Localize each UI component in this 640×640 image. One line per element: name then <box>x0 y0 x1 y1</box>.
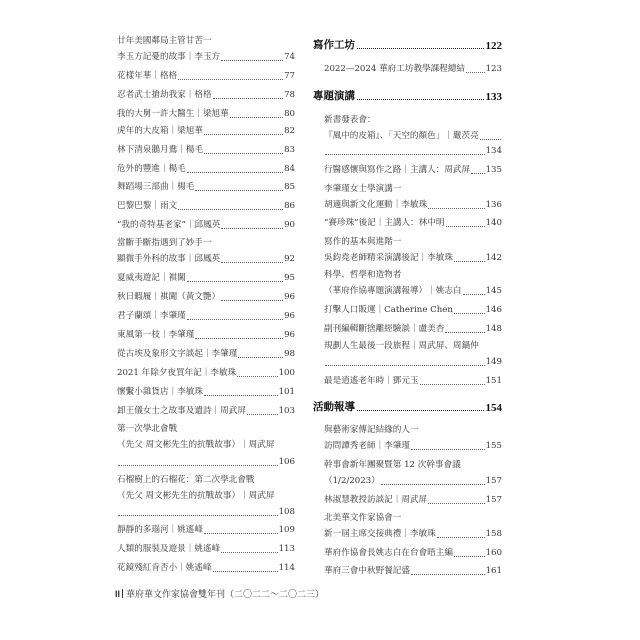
toc-page-number: 134 <box>485 146 502 156</box>
toc-entry-title: （華府作協專題演講報導）｜姚志白 <box>324 286 462 296</box>
toc-entry-title: 卸王儀女士之故事及遺詩｜周武屏 <box>117 406 246 416</box>
toc-entry-title: 巴黎巴黎｜雨文 <box>117 201 178 211</box>
toc-page-number: 108 <box>278 507 295 517</box>
toc-entry-title: 顯微手外科的故事｜邱鳳英 <box>117 254 221 264</box>
toc-entry <box>117 182 295 193</box>
toc-entry <box>117 368 295 379</box>
toc-page-number: 100 <box>278 368 295 378</box>
toc-entry <box>117 311 295 322</box>
toc-page-number: 78 <box>284 90 295 100</box>
toc-entry-title: 李玉方記憂的故事｜李玉方 <box>117 52 221 62</box>
dot-leader <box>178 79 283 80</box>
section-title: 活動報導 <box>313 402 355 413</box>
toc-entry <box>117 349 295 360</box>
toc-entry <box>117 201 295 212</box>
toc-page-number: 83 <box>284 145 295 155</box>
toc-entry-title: 東風第一枝｜李肇瑾 <box>117 330 195 340</box>
dot-leader <box>187 319 283 320</box>
toc-entry-line: 李肇瑾女士學演講一 <box>324 184 402 194</box>
dot-leader <box>445 332 484 333</box>
toc-page-number: 140 <box>485 218 502 228</box>
dot-leader <box>466 72 485 73</box>
dot-leader <box>118 465 278 466</box>
toc-entry-title: 副刊編輯斷捨離經驗談｜盧美杏 <box>324 324 445 334</box>
dot-leader <box>454 556 485 557</box>
toc-entry-line: 新書發表會： <box>324 115 376 125</box>
dot-leader <box>411 574 485 575</box>
toc-page-number: 157 <box>485 476 502 486</box>
toc-entry <box>117 292 295 303</box>
toc-entry <box>117 330 295 341</box>
footer-divider <box>122 589 123 598</box>
toc-entry <box>324 357 502 368</box>
toc-entry <box>324 441 502 452</box>
dot-leader <box>221 300 283 301</box>
dot-leader <box>238 357 283 358</box>
dot-leader <box>237 376 277 377</box>
dot-leader <box>420 384 485 385</box>
toc-entry-title: 從古埃及象形文字談起｜李肇瑾 <box>117 349 238 359</box>
toc-entry-title: 訪問譚秀老師｜李肇瑾 <box>324 441 410 451</box>
toc-entry <box>324 529 502 540</box>
toc-page-number: 148 <box>485 324 502 334</box>
section-page-number: 133 <box>485 91 502 103</box>
toc-entry-title: 夏威夷遊記｜褀闖 <box>117 273 186 283</box>
toc-entry <box>117 52 295 63</box>
dot-leader <box>325 154 485 155</box>
toc-entry <box>117 126 295 137</box>
toc-page-number: 149 <box>485 357 502 367</box>
dot-leader <box>230 117 283 118</box>
page-footer <box>115 587 324 600</box>
toc-entry <box>324 286 502 297</box>
toc-page-number: 82 <box>284 126 295 136</box>
toc-entry-line: 廿年美國鄰局主管甘苦一 <box>117 36 212 46</box>
toc-page-number: 106 <box>278 457 295 467</box>
toc-entry-title: “賽珍珠”後記｜主講人：林中明 <box>324 218 445 228</box>
toc-entry <box>324 131 502 142</box>
dot-leader <box>381 484 485 485</box>
toc-page-number: 136 <box>485 200 502 210</box>
toc-entry-title: 林下清泉鵝月鴦｜楊毛 <box>117 145 203 155</box>
toc-entry-line: 與藝術家傳記結緣的人一 <box>324 425 419 435</box>
toc-entry-title: 舞蹈場三部曲｜楊毛 <box>117 182 195 192</box>
toc-page-number: 98 <box>284 349 295 359</box>
dot-leader <box>213 571 278 572</box>
toc-entry <box>324 548 502 559</box>
toc-entry-title: 2021 年除夕夜買年記｜李敏珠 <box>117 368 237 378</box>
dot-leader <box>357 410 484 411</box>
toc-entry <box>324 253 502 264</box>
toc-entry <box>117 387 295 398</box>
toc-entry-line: 北美華文作家協會一 <box>324 513 402 523</box>
dot-leader <box>187 172 283 173</box>
section-page-number: 154 <box>485 402 502 414</box>
section-title: 寫作工坊 <box>313 40 355 51</box>
toc-entry-title: 2022—2024 華府工坊教學課程總結 <box>324 64 466 74</box>
toc-page-number: 161 <box>485 566 502 576</box>
toc-entry-title: 危外的豐進｜楊毛 <box>117 164 186 174</box>
toc-entry <box>324 200 502 211</box>
toc-page-number: 77 <box>284 71 295 81</box>
toc-entry <box>117 109 295 120</box>
toc-entry-line: （先父 周文彬先生的抗戰故事）｜周武屏 <box>117 440 275 450</box>
toc-page-number: 96 <box>284 330 295 340</box>
toc-page-number: 160 <box>485 548 502 558</box>
toc-entry-line: 第一次學北會戰 <box>117 424 178 434</box>
toc-page-number: 142 <box>485 253 502 263</box>
toc-entry-title: 『風中的皮箱』、「天空的顏色」｜嚴茨亮 <box>324 131 479 141</box>
toc-entry-line: 石榴樹上的石榴花：第二次學北會戰 <box>117 475 255 485</box>
toc-page-number: 95 <box>284 273 295 283</box>
toc-entry-title: 虎年的大皮箱｜梁旭華 <box>117 126 203 136</box>
dot-leader <box>437 537 485 538</box>
dot-leader <box>178 209 283 210</box>
dot-leader <box>221 228 283 229</box>
toc-entry <box>324 218 502 229</box>
toc-page-number: 155 <box>485 441 502 451</box>
toc-entry-title: 花樣年華｜格格 <box>117 71 178 81</box>
toc-entry <box>117 457 295 468</box>
toc-page-number: 92 <box>284 254 295 264</box>
toc-entry <box>324 64 502 75</box>
toc-entry-title: 華府作協會長姚志白在台會晤主編 <box>324 548 453 558</box>
toc-entry-title: 最是逍遙老年時｜鄧元玉 <box>324 376 419 386</box>
toc-entry-title: 林淑慧教授訪談記｜周武屏 <box>324 495 428 505</box>
toc-entry-title: 靜靜的多瑙河｜姚遙峰 <box>117 525 203 535</box>
toc-entry <box>117 273 295 284</box>
dot-leader <box>428 208 484 209</box>
toc-entry-line: 當斷手斷指遇到了妙手一 <box>117 238 212 248</box>
toc-entry-title: 新一屆主席交接典禮｜李敏珠 <box>324 529 436 539</box>
dot-leader <box>204 395 278 396</box>
footer-publication-title: 華府華文作家協會雙年刊（二〇二二～二〇二三） <box>126 590 325 600</box>
toc-page-number: 103 <box>278 406 295 416</box>
toc-entry-line: 科學、哲學和造物者 <box>324 270 402 280</box>
toc-entry-title: 行醫感懷與寫作之路｜主講人：周武屏 <box>324 165 471 175</box>
dot-leader <box>247 414 278 415</box>
dot-leader <box>463 294 485 295</box>
toc-entry <box>324 376 502 387</box>
dot-leader <box>118 515 278 516</box>
toc-entry-title: 華府三會中秋野餐記盛 <box>324 566 410 576</box>
toc-entry <box>324 146 502 157</box>
toc-entry-title: 人類的服裝及遊景｜姚遙峰 <box>117 544 221 554</box>
dot-leader <box>454 261 485 262</box>
dot-leader <box>204 134 283 135</box>
dot-leader <box>195 190 283 191</box>
toc-entry-line: （先父 周文彬先生的抗戰故事）｜周武屏 <box>117 491 275 501</box>
dot-leader <box>221 262 283 263</box>
toc-entry <box>117 145 295 156</box>
toc-entry-title: 秋日暇履｜褀闖（黃文艷） <box>117 292 221 302</box>
dot-leader <box>480 139 501 140</box>
toc-page-number: 90 <box>284 220 295 230</box>
section-page-number: 122 <box>485 40 502 52</box>
dot-leader <box>195 338 283 339</box>
toc-page-number: 86 <box>284 201 295 211</box>
dot-leader <box>471 173 484 174</box>
toc-entry <box>324 324 502 335</box>
toc-entry <box>117 254 295 265</box>
dot-leader <box>187 281 283 282</box>
toc-page-number: 80 <box>284 109 295 119</box>
dot-leader <box>446 226 485 227</box>
toc-page-number: 109 <box>278 525 295 535</box>
toc-entry <box>117 507 295 518</box>
toc-page-number: 158 <box>485 529 502 539</box>
toc-entry <box>117 563 295 574</box>
dot-leader <box>428 503 484 504</box>
footer-page-number: II <box>115 589 121 599</box>
toc-page-number: 74 <box>284 52 295 62</box>
dot-leader <box>357 99 484 100</box>
toc-entry-title: （1/2/2023） <box>324 476 380 486</box>
dot-leader <box>325 365 485 366</box>
toc-entry <box>117 71 295 82</box>
toc-entry <box>117 525 295 536</box>
toc-page-number: 145 <box>485 286 502 296</box>
toc-entry-title: 胡適與新文化運動｜李敏珠 <box>324 200 428 210</box>
toc-entry-line: 規劃人生最後一段旅程｜周武屏、周鍋仲 <box>324 341 479 351</box>
toc-entry-line: 寫作的基本與進階一 <box>324 237 402 247</box>
dot-leader <box>221 60 283 61</box>
toc-page-number: 85 <box>284 182 295 192</box>
toc-entry-title: 吳鈞堯老師精采演講後記｜李敏珠 <box>324 253 453 263</box>
section-heading <box>313 89 502 103</box>
dot-leader <box>204 533 278 534</box>
toc-page-number: 113 <box>278 544 295 554</box>
toc-entry <box>117 164 295 175</box>
dot-leader <box>204 153 283 154</box>
dot-leader <box>411 449 485 450</box>
toc-entry-title: 打擊人口販運｜Catherine Chen <box>324 305 453 315</box>
toc-page-number: 96 <box>284 311 295 321</box>
dot-leader <box>357 48 484 49</box>
toc-page-number: 84 <box>284 164 295 174</box>
toc-page-number: 96 <box>284 292 295 302</box>
dot-leader <box>221 552 277 553</box>
toc-page-number: 101 <box>278 387 295 397</box>
toc-entry-title: 我的大舅一許大醫生｜梁旭華 <box>117 109 229 119</box>
toc-page-number: 135 <box>485 165 502 175</box>
toc-entry <box>324 566 502 577</box>
section-heading <box>313 400 502 414</box>
dot-leader <box>213 98 284 99</box>
toc-entry-title: 花鏡殘紅肯否小｜姚遙峰 <box>117 563 212 573</box>
section-title: 專題演講 <box>313 91 355 102</box>
toc-entry-line: 幹事會新年團聚暨第 12 次幹事會議 <box>324 460 461 470</box>
toc-page-number: 157 <box>485 495 502 505</box>
toc-entry-title: “我的奇特基老家”｜邱鳳英 <box>117 220 221 230</box>
toc-entry-title: 忍者武士搶劫我家｜格格 <box>117 90 212 100</box>
section-heading <box>313 38 502 52</box>
toc-entry <box>117 406 295 417</box>
toc-page-number: 151 <box>485 376 502 386</box>
toc-entry <box>117 544 295 555</box>
toc-page-number: 123 <box>485 64 502 74</box>
toc-entry-title: 懷繫小雜貨店｜李敏珠 <box>117 387 203 397</box>
dot-leader <box>454 313 485 314</box>
toc-entry <box>117 220 295 231</box>
toc-entry <box>324 305 502 316</box>
toc-entry-title: 君子蘭頌｜李肇瑾 <box>117 311 186 321</box>
toc-page-number: 114 <box>278 563 295 573</box>
toc-page-number: 146 <box>485 305 502 315</box>
toc-entry <box>324 495 502 506</box>
toc-entry <box>117 90 295 101</box>
toc-entry <box>324 476 502 487</box>
toc-entry <box>324 165 502 176</box>
